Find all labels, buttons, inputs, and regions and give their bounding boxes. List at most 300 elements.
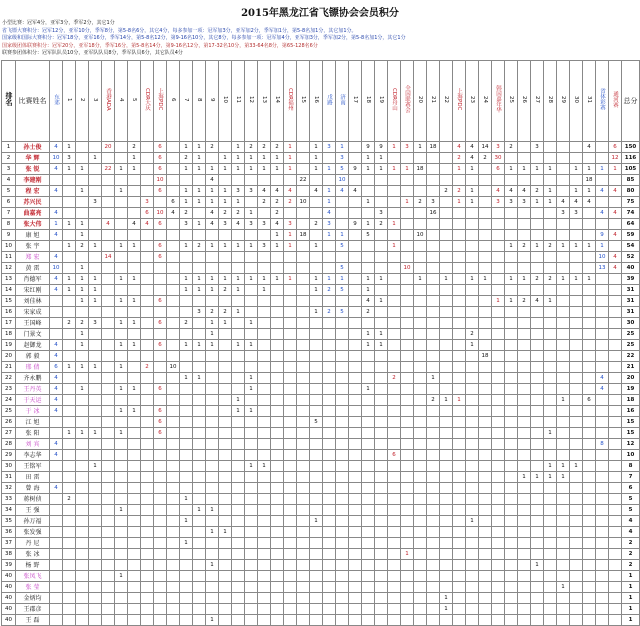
rank-cell: 40 <box>2 571 16 582</box>
score-cell <box>518 175 531 186</box>
score-cell <box>492 615 505 626</box>
score-cell <box>271 549 284 560</box>
score-cell <box>518 285 531 296</box>
score-cell: 1 <box>310 516 323 527</box>
score-cell <box>219 494 232 505</box>
score-cell <box>89 307 102 318</box>
table-row <box>2 142 640 153</box>
score-cell <box>349 505 362 516</box>
score-cell <box>427 494 440 505</box>
score-cell <box>128 527 141 538</box>
rank-cell: 27 <box>2 428 16 439</box>
score-cell <box>414 450 427 461</box>
score-cell <box>193 263 206 274</box>
score-cell: 4 <box>596 373 609 384</box>
score-cell <box>102 230 115 241</box>
score-cell <box>375 362 388 373</box>
score-cell: 1 <box>180 494 193 505</box>
score-cell <box>245 582 258 593</box>
column-header-label: 香港ADA <box>105 87 111 111</box>
table-row <box>2 406 640 417</box>
score-cell: 1 <box>76 329 89 340</box>
score-cell <box>115 450 128 461</box>
score-cell <box>193 494 206 505</box>
score-cell: 1 <box>206 285 219 296</box>
score-cell <box>440 494 453 505</box>
score-cell <box>505 285 518 296</box>
score-cell: 4 <box>232 219 245 230</box>
score-cell <box>570 252 583 263</box>
score-cell <box>258 318 271 329</box>
score-cell <box>479 241 492 252</box>
score-cell <box>492 208 505 219</box>
score-cell <box>414 593 427 604</box>
score-cell <box>141 340 154 351</box>
score-cell <box>440 362 453 373</box>
score-cell <box>466 571 479 582</box>
score-cell <box>466 263 479 274</box>
score-cell <box>557 373 570 384</box>
score-cell <box>50 604 63 615</box>
score-cell <box>453 406 466 417</box>
score-cell <box>492 252 505 263</box>
score-cell <box>427 472 440 483</box>
score-cell: 1 <box>362 164 375 175</box>
score-cell <box>479 472 492 483</box>
score-cell <box>284 208 297 219</box>
player-name: 王铭军 <box>16 461 50 472</box>
score-cell <box>583 549 596 560</box>
score-cell <box>141 505 154 516</box>
score-cell <box>609 417 622 428</box>
score-cell <box>154 450 167 461</box>
score-cell <box>50 560 63 571</box>
score-cell <box>479 582 492 593</box>
score-cell <box>531 406 544 417</box>
score-cell: 6 <box>154 219 167 230</box>
score-cell <box>596 395 609 406</box>
score-cell <box>492 351 505 362</box>
score-cell <box>492 384 505 395</box>
score-cell <box>180 384 193 395</box>
score-cell <box>323 461 336 472</box>
score-cell <box>232 516 245 527</box>
score-cell <box>50 472 63 483</box>
score-cell: 1 <box>323 230 336 241</box>
score-cell <box>375 428 388 439</box>
score-cell: 1 <box>115 384 128 395</box>
score-cell <box>167 296 180 307</box>
score-cell: 1 <box>219 318 232 329</box>
score-cell <box>362 527 375 538</box>
score-cell <box>76 560 89 571</box>
score-cell: 18 <box>414 164 427 175</box>
score-cell <box>141 483 154 494</box>
score-cell <box>297 318 310 329</box>
score-cell <box>414 538 427 549</box>
score-cell <box>323 571 336 582</box>
score-cell: 1 <box>193 142 206 153</box>
score-cell: 1 <box>245 384 258 395</box>
score-cell <box>128 197 141 208</box>
score-cell <box>206 604 219 615</box>
score-cell <box>206 450 219 461</box>
score-cell <box>479 571 492 582</box>
score-cell <box>609 351 622 362</box>
score-cell <box>284 362 297 373</box>
score-cell <box>245 351 258 362</box>
total-cell: 25 <box>622 340 640 351</box>
score-cell <box>167 615 180 626</box>
score-cell: 1 <box>271 153 284 164</box>
score-cell: 10 <box>336 175 349 186</box>
score-cell: 10 <box>50 153 63 164</box>
score-cell <box>180 615 193 626</box>
score-cell <box>466 549 479 560</box>
score-cell <box>76 538 89 549</box>
score-cell <box>310 406 323 417</box>
score-cell: 1 <box>89 241 102 252</box>
table-row <box>2 461 640 472</box>
score-cell: 1 <box>206 329 219 340</box>
score-cell <box>323 296 336 307</box>
score-cell <box>336 318 349 329</box>
rank-cell: 31 <box>2 472 16 483</box>
score-cell <box>115 395 128 406</box>
score-cell <box>63 329 76 340</box>
score-cell <box>492 538 505 549</box>
score-cell <box>336 351 349 362</box>
score-cell <box>505 362 518 373</box>
column-header-label: 3 <box>92 98 98 102</box>
score-cell <box>206 428 219 439</box>
score-cell <box>232 373 245 384</box>
score-cell <box>128 252 141 263</box>
score-cell <box>245 505 258 516</box>
score-cell <box>531 538 544 549</box>
score-cell <box>115 153 128 164</box>
score-cell <box>63 472 76 483</box>
score-cell <box>466 472 479 483</box>
score-cell <box>336 472 349 483</box>
score-cell <box>583 472 596 483</box>
score-cell <box>518 428 531 439</box>
score-cell: 2 <box>310 219 323 230</box>
player-name: 王 强 <box>16 505 50 516</box>
score-cell <box>440 318 453 329</box>
score-cell <box>427 340 440 351</box>
score-cell <box>479 175 492 186</box>
score-cell <box>180 527 193 538</box>
score-cell <box>271 560 284 571</box>
score-cell <box>583 527 596 538</box>
score-cell <box>453 461 466 472</box>
column-header-label: 30 <box>573 95 579 103</box>
score-cell <box>453 472 466 483</box>
score-cell: 1 <box>544 461 557 472</box>
score-cell <box>492 175 505 186</box>
score-cell <box>557 219 570 230</box>
score-cell <box>401 417 414 428</box>
score-cell: 1 <box>76 285 89 296</box>
score-cell <box>206 362 219 373</box>
score-cell <box>466 582 479 593</box>
score-cell <box>102 615 115 626</box>
score-cell <box>453 263 466 274</box>
score-cell <box>115 527 128 538</box>
score-cell <box>557 505 570 516</box>
score-cell <box>219 428 232 439</box>
player-name: 孙士俊 <box>16 142 50 153</box>
score-cell <box>427 241 440 252</box>
score-cell <box>453 318 466 329</box>
score-cell: 1 <box>76 263 89 274</box>
score-cell <box>310 296 323 307</box>
score-cell <box>479 318 492 329</box>
score-cell <box>440 450 453 461</box>
score-cell <box>323 527 336 538</box>
score-cell <box>50 505 63 516</box>
score-cell: 1 <box>115 428 128 439</box>
score-cell <box>531 384 544 395</box>
score-cell <box>505 406 518 417</box>
score-cell <box>414 351 427 362</box>
score-cell <box>570 329 583 340</box>
score-cell <box>89 472 102 483</box>
score-cell <box>362 472 375 483</box>
score-cell: 1 <box>401 549 414 560</box>
score-cell <box>297 593 310 604</box>
score-cell <box>336 549 349 560</box>
score-cell <box>180 351 193 362</box>
player-name: 李志华 <box>16 450 50 461</box>
score-cell <box>336 582 349 593</box>
score-cell <box>232 505 245 516</box>
score-cell: 1 <box>180 186 193 197</box>
score-cell <box>518 615 531 626</box>
score-cell <box>427 351 440 362</box>
table-row <box>2 527 640 538</box>
score-cell <box>466 252 479 263</box>
score-cell <box>349 274 362 285</box>
score-cell <box>492 604 505 615</box>
score-cell: 1 <box>128 318 141 329</box>
score-cell <box>414 527 427 538</box>
score-cell <box>206 571 219 582</box>
score-cell <box>544 307 557 318</box>
rank-cell: 12 <box>2 263 16 274</box>
score-cell <box>154 604 167 615</box>
score-cell <box>310 362 323 373</box>
score-cell <box>141 615 154 626</box>
score-cell <box>570 362 583 373</box>
score-cell <box>76 406 89 417</box>
score-cell <box>414 472 427 483</box>
score-cell <box>453 296 466 307</box>
score-cell <box>102 516 115 527</box>
score-cell <box>128 571 141 582</box>
table-row <box>2 164 640 175</box>
score-cell <box>115 285 128 296</box>
score-cell: 1 <box>219 274 232 285</box>
score-cell <box>609 318 622 329</box>
score-cell <box>154 351 167 362</box>
score-cell <box>50 318 63 329</box>
score-cell <box>570 527 583 538</box>
score-cell <box>141 450 154 461</box>
score-cell <box>440 472 453 483</box>
score-cell <box>583 428 596 439</box>
score-cell <box>466 285 479 296</box>
score-cell <box>336 439 349 450</box>
score-cell <box>414 373 427 384</box>
score-cell: 1 <box>440 274 453 285</box>
score-cell <box>596 142 609 153</box>
score-cell <box>440 241 453 252</box>
score-cell <box>570 395 583 406</box>
score-cell: 20 <box>102 142 115 153</box>
score-cell: 2 <box>414 197 427 208</box>
score-cell <box>479 219 492 230</box>
score-cell: 1 <box>557 582 570 593</box>
score-cell <box>271 175 284 186</box>
score-cell <box>271 373 284 384</box>
score-cell <box>466 208 479 219</box>
column-header <box>375 61 388 142</box>
score-cell <box>102 439 115 450</box>
score-cell <box>427 615 440 626</box>
score-cell <box>258 428 271 439</box>
score-cell <box>63 604 76 615</box>
player-name: 金炳均 <box>16 593 50 604</box>
score-cell <box>310 461 323 472</box>
score-cell <box>596 560 609 571</box>
score-cell: 1 <box>245 164 258 175</box>
score-cell <box>245 549 258 560</box>
score-cell <box>63 593 76 604</box>
score-cell <box>76 373 89 384</box>
score-cell: 5 <box>336 263 349 274</box>
score-cell <box>362 351 375 362</box>
score-cell: 1 <box>232 274 245 285</box>
score-cell <box>297 450 310 461</box>
score-cell <box>193 384 206 395</box>
score-cell <box>128 329 141 340</box>
score-cell: 4 <box>206 175 219 186</box>
score-cell <box>284 505 297 516</box>
score-cell <box>479 439 492 450</box>
score-cell: 1 <box>505 274 518 285</box>
player-name: 张 冰 <box>16 549 50 560</box>
score-cell <box>401 307 414 318</box>
score-cell <box>258 384 271 395</box>
score-cell <box>193 329 206 340</box>
score-cell <box>453 274 466 285</box>
score-cell <box>206 516 219 527</box>
score-cell <box>63 450 76 461</box>
score-cell: 1 <box>310 307 323 318</box>
score-cell <box>518 505 531 516</box>
score-cell <box>440 571 453 582</box>
score-cell <box>258 395 271 406</box>
score-cell <box>596 593 609 604</box>
score-cell: 5 <box>336 164 349 175</box>
score-cell: 1 <box>544 428 557 439</box>
score-cell <box>362 208 375 219</box>
score-cell: 1 <box>284 230 297 241</box>
score-cell: 1 <box>232 406 245 417</box>
score-cell <box>219 296 232 307</box>
column-header <box>609 61 622 142</box>
score-cell <box>297 516 310 527</box>
score-cell <box>414 428 427 439</box>
score-cell: 1 <box>206 560 219 571</box>
score-cell <box>89 175 102 186</box>
score-cell: 1 <box>570 461 583 472</box>
column-header-label: 13 <box>261 95 267 103</box>
score-cell <box>609 329 622 340</box>
score-cell <box>466 241 479 252</box>
score-cell: 2 <box>453 186 466 197</box>
score-cell: 1 <box>505 241 518 252</box>
column-header <box>310 61 323 142</box>
score-cell: 1 <box>180 285 193 296</box>
score-cell <box>310 208 323 219</box>
score-cell <box>466 373 479 384</box>
score-cell <box>271 285 284 296</box>
column-header-label: 17 <box>352 95 358 103</box>
score-cell: 1 <box>466 197 479 208</box>
score-cell <box>128 351 141 362</box>
note-line: 联赛参团体积分：冠军队队员10分，亚军队队员8分，季军队员6分，其它队员4分 <box>2 50 183 56</box>
score-cell <box>323 252 336 263</box>
score-cell <box>505 549 518 560</box>
score-cell: 4 <box>50 483 63 494</box>
score-cell <box>427 417 440 428</box>
score-cell: 4 <box>518 186 531 197</box>
score-cell: 10 <box>596 252 609 263</box>
score-cell <box>505 208 518 219</box>
score-cell: 4 <box>50 164 63 175</box>
score-cell <box>401 527 414 538</box>
score-cell <box>284 296 297 307</box>
score-cell <box>388 175 401 186</box>
score-cell <box>206 263 219 274</box>
score-cell: 1 <box>362 384 375 395</box>
score-cell: 1 <box>193 153 206 164</box>
score-cell <box>557 263 570 274</box>
score-cell <box>609 384 622 395</box>
score-cell <box>193 296 206 307</box>
score-cell <box>570 153 583 164</box>
score-cell <box>63 307 76 318</box>
column-header <box>336 61 349 142</box>
score-cell <box>466 604 479 615</box>
score-cell <box>323 384 336 395</box>
score-cell <box>518 307 531 318</box>
score-cell <box>479 604 492 615</box>
score-cell <box>388 153 401 164</box>
score-cell: 18 <box>479 351 492 362</box>
score-cell <box>414 604 427 615</box>
score-cell <box>596 318 609 329</box>
score-cell <box>479 285 492 296</box>
score-cell <box>349 351 362 362</box>
score-cell <box>128 373 141 384</box>
score-cell <box>206 296 219 307</box>
score-cell <box>414 417 427 428</box>
score-cell: 1 <box>193 197 206 208</box>
